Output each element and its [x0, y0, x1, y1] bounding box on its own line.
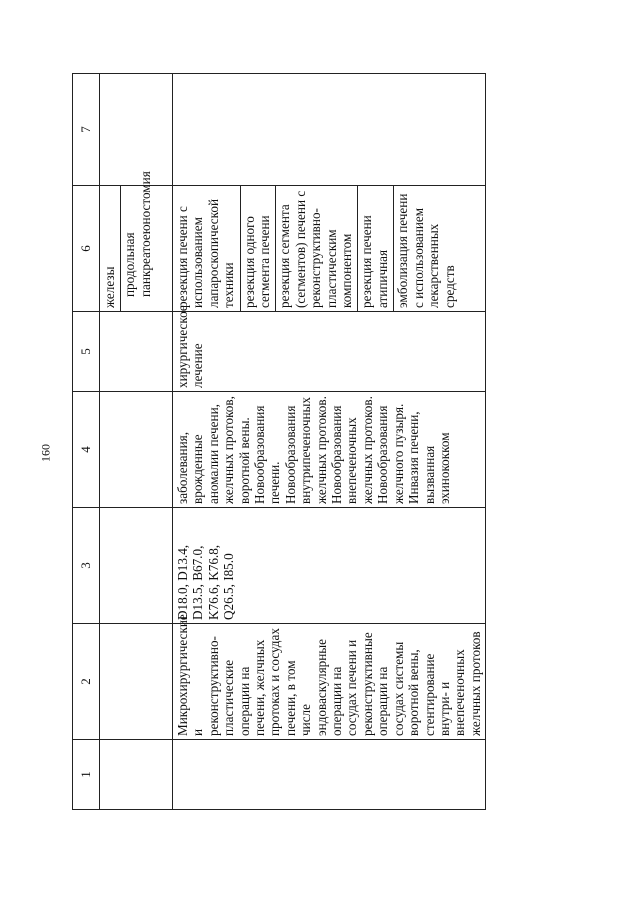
codes-cell: D18.0, D13.4, D13.5, B67.0, K76.6, K76.8, Q26.5, I85.0: [173, 508, 486, 624]
method-item-2: резекция одного сегмента печени: [240, 186, 276, 311]
procedures-table: [72, 73, 486, 810]
treatment-type-cell: хирургическое лечение: [173, 312, 486, 392]
diagnoses-cell: заболевания, врожденные аномалии печени, желчных протоков, воротной вены. Новообразования печени. Новообразования внутрипеченочных желчных протоков. Новообразования внепеченочных желчных протоков. Новообразования желчного пузыря. Инвазия печени, вызванная эхинококком: [173, 392, 486, 508]
header-row: [73, 74, 100, 810]
continuation-row: [100, 74, 173, 810]
method-item-4: резекция печени атипичная: [357, 186, 393, 311]
method-item-1: резекция печени с использованием лапароскопической техники: [175, 198, 237, 308]
cont-method-1: железы: [102, 266, 117, 308]
method-item-3: резекция сегмента (сегментов) печени с реконструктивно-пластическим компонентом: [275, 186, 357, 311]
page-number: 160: [38, 444, 53, 462]
methods-cell: [173, 186, 486, 312]
cont-col-3: [100, 508, 173, 624]
header-col-5: 5: [73, 312, 100, 392]
header-col-7: 7: [73, 74, 100, 186]
cont-col-5: [100, 312, 173, 392]
header-col-1: 1: [73, 740, 100, 810]
cont-col-2: [100, 624, 173, 740]
cont-col-7: [100, 74, 173, 186]
method-item-5: эмболизация печени с использованием лекарственных средств: [393, 186, 460, 311]
header-col-3: 3: [73, 508, 100, 624]
cont-col-4: [100, 392, 173, 508]
cont-col-1: [100, 740, 173, 810]
main-col-1: [173, 740, 486, 810]
header-col-6: 6: [73, 186, 100, 312]
cont-method-2: продольная панкреатоеюностомия: [120, 186, 156, 311]
cont-col-6: [100, 171, 173, 312]
rotated-table: [72, 74, 530, 810]
header-col-4: 4: [73, 392, 100, 508]
main-row: [173, 74, 486, 810]
operations-cell: Микрохирургические и реконструктивно-пластические операции на печени, желчных протоках и сосудах печени, в том числе эндоваскулярные операции на сосудах печени и реконструктивные операции на сосудах системы воротной вены, стентирование внутри- и внепеченочных желчных протоков: [173, 624, 486, 740]
header-col-2: 2: [73, 624, 100, 740]
main-col-7: [173, 74, 486, 186]
